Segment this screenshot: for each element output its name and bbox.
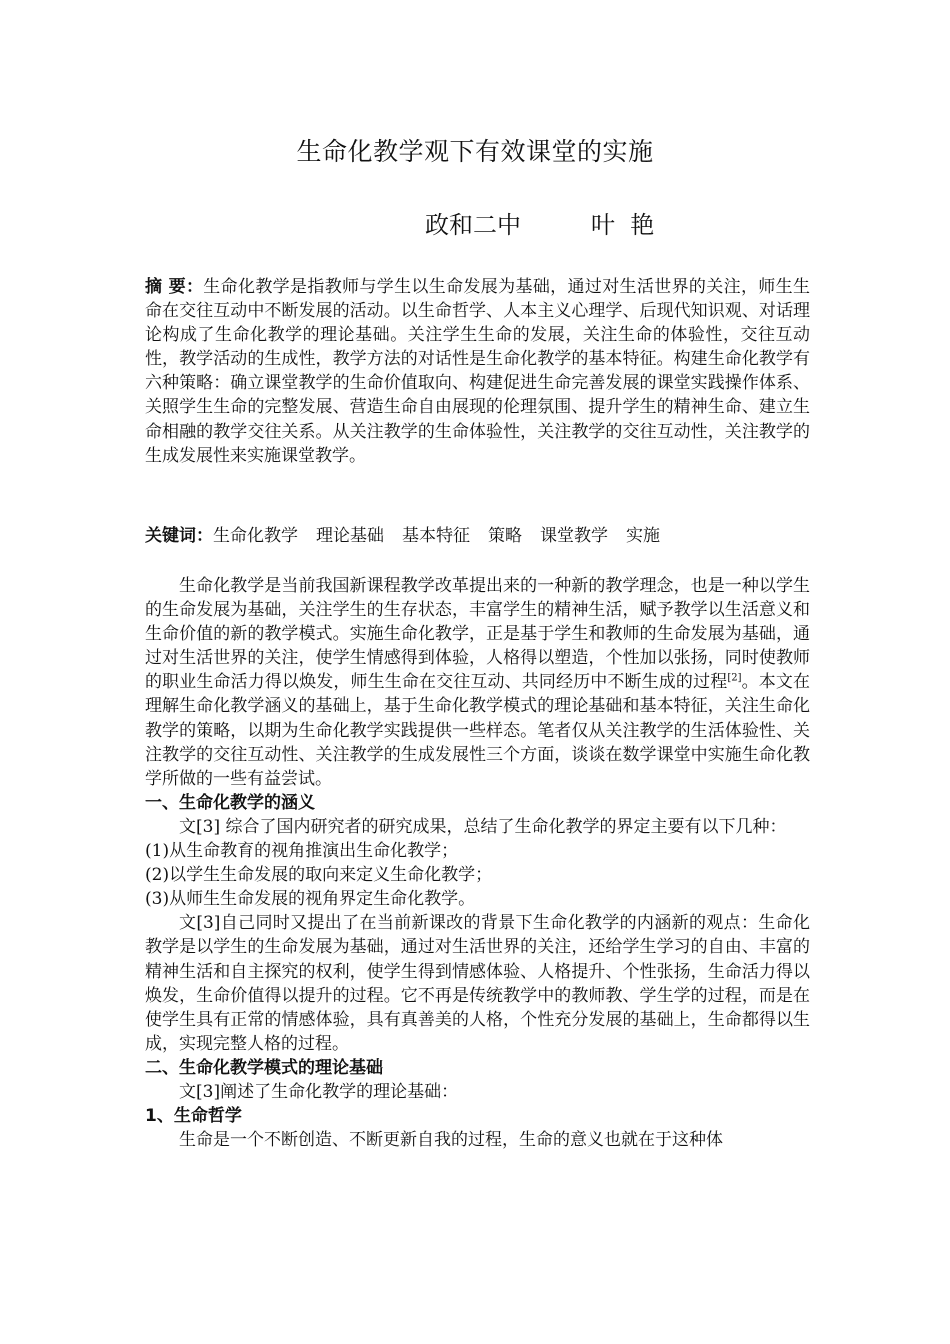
author-name: 叶 艳 [591, 211, 655, 239]
abstract-text: 生命化教学是指教师与学生以生命发展为基础，通过对生活世界的关注，师生生命在交往互动中不断发展的活动。以生命哲学、人本主义心理学、后现代知识观、对话理论构成了生命化教学的理论基础。关注学生生命的发展，关注生命的体验性，交往互动性，教学活动的生成性，教学方法的对话性是生命化教学的基本特征。构建生命化教学有六种策略：确立课堂教学的生命价值取向、构建促进生命完善发展的课堂实践操作体系、关照学生生命的完整发展、营造生命自由展现的伦理氛围、提升学生的精神生命、建立生命相融的教学交往关系。从关注教学的生命体验性，关注教学的交往互动性，关注教学的生成发展性来实施课堂教学。 [145, 277, 810, 466]
section2-paragraph-1: 文[3]阐述了生命化教学的理论基础： [179, 1081, 459, 1102]
section-heading-1: 一、生命化教学的涵义 [145, 792, 315, 813]
list-item: (1)从生命教育的视角推演出生命化教学； [145, 841, 459, 862]
intro-paragraph [145, 574, 810, 791]
keyword-item: 基本特征 [402, 526, 470, 546]
section1-paragraph-1: 文[3] 综合了国内研究者的研究成果，总结了生命化教学的界定主要有以下几种： [179, 816, 787, 837]
list-item: (3)从师生生命发展的视角界定生命化教学。 [145, 889, 476, 910]
keywords-line [145, 524, 810, 548]
keyword-item: 课堂教学 [540, 526, 608, 546]
abstract-label: 摘 要： [145, 277, 204, 297]
author-school: 政和二中 [425, 211, 521, 239]
abstract-paragraph [145, 275, 810, 468]
intro-text-after-ref: 。本文在理解生命化教学涵义的基础上，基于生命化教学模式的理论基础和基本特征，关注生命化教学的策略，以期为生命化教学实践提供一些样态。笔者仅从关注教学的生活体验性、关注教学的交往互动性、关注教学的生成发展性三个方面，谈谈在数学课堂中实施生命化教学所做的一些有益尝试。 [145, 672, 811, 789]
document-title: 生命化教学观下有效课堂的实施 [296, 137, 654, 166]
keyword-item: 理论基础 [316, 526, 384, 546]
author-line [425, 205, 654, 240]
intro-text-before-ref: 生命化教学是当前我国新课程教学改革提出来的一种新的教学理念，也是一种以学生的生命发展为基础，关注学生的生存状态，丰富学生的精神生活，赋予教学以生活意义和生命价值的新的教学模式。实施生命化教学，正是基于学生和教师的生命发展为基础，通过对生活世界的关注，使学生情感得到体验，人格得以塑造，个性加以张扬，同时使教师的职业生命活力得以焕发，师生生命在交往互动、共同经历中不断生成的过程 [145, 576, 810, 693]
keyword-item: 实施 [626, 526, 660, 546]
list-item: (2)以学生生命发展的取向来定义生命化教学； [145, 865, 493, 886]
subsection-paragraph: 生命是一个不断创造、不断更新自我的过程，生命的意义也就在于这种体 [179, 1130, 723, 1151]
subsection-heading: 1、生命哲学 [145, 1106, 242, 1127]
keywords-label: 关键词： [145, 526, 213, 546]
citation-ref: [2] [727, 672, 742, 684]
keyword-item: 生命化教学 [213, 526, 298, 546]
section1-paragraph-2: 文[3]自己同时又提出了在当前新课改的背景下生命化教学的内涵新的观点：生命化教学是以学生的生命发展为基础，通过对生活世界的关注，还给学生学习的自由、丰富的精神生活和自主探究的权利，使学生得到情感体验、人格提升、个性张扬，生命活力得以焕发，生命价值得以提升的过程。它不再是传统教学中的教师教、学生学的过程，而是在使学生具有正常的情感体验，具有真善美的人格，个性充分发展的基础上，生命都得以生成，实现完整人格的过程。 [145, 913, 810, 1054]
keyword-item: 策略 [488, 526, 522, 546]
body-text [145, 574, 810, 1152]
section-heading-2: 二、生命化教学模式的理论基础 [145, 1057, 383, 1078]
